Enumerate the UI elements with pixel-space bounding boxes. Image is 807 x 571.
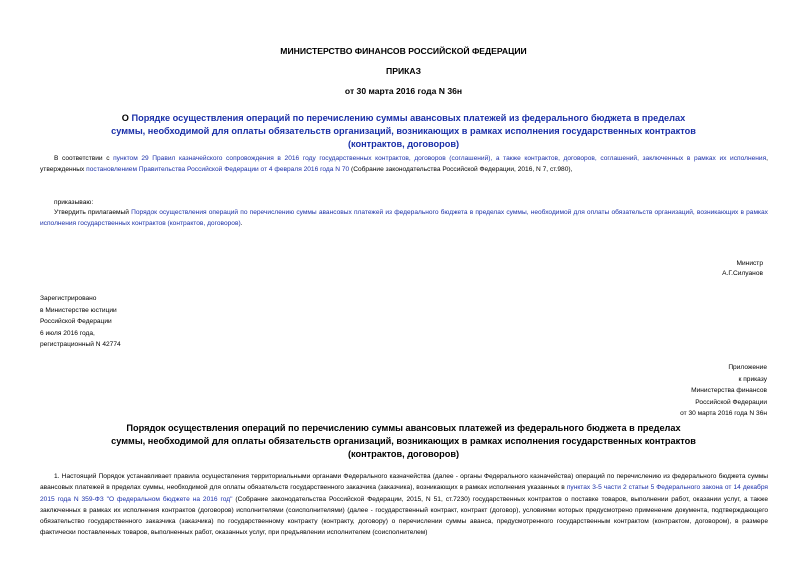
order-text-2: . (240, 220, 243, 227)
registration-line: Российской Федерации (40, 318, 112, 325)
appendix-line: к приказу (738, 375, 767, 383)
title-link[interactable]: Порядке осуществления операций по перечислению суммы авансовых платежей из федерального бюджета в пределах суммы, необходимой для оплаты обязательств организаций, возникающих в рамках исполнения государственных контрактов (контрактов, договоров) (111, 113, 696, 149)
procedure-paragraph-1 (40, 471, 768, 539)
order-procedure-link[interactable]: Порядок осуществления операций по перечислению суммы авансовых платежей из федерального бюджета в пределах суммы, необходимой для оплаты обязательств организаций, возникающих в рамках исполнения государственных контрактов (контрактов, договоров) (40, 209, 768, 227)
preamble-text-2: , утвержденных (40, 155, 768, 173)
title-prefix: О (121, 113, 132, 123)
appendix-line: Приложение (728, 364, 767, 371)
preamble-text-1: В соответствии с (54, 155, 114, 162)
order-word: приказываю: (54, 199, 94, 206)
document-date-number: от 30 марта 2016 года N 36н (344, 86, 463, 96)
registration-line: в Министерстве юстиции (40, 306, 117, 314)
procedure-title: Порядок осуществления операций по перечислению суммы авансовых платежей из федерального бюджета в пределах суммы, необходимой для оплаты обязательств организаций, возникающих в рамках исполнения государственных контрактов (контрактов, договоров) (111, 423, 696, 459)
paragraph1-text-2: (Собрание законодательства Российской Федерации, 2015, N 51, ст.7230) государственных контрактов о поставке товаров, выполнении работ, оказании услуг, а также заключенных в рамках их исполнения контрактов (договоров) исполнителями (соисполнителями) (далее - государственный контракт, контракт (договор), условиями которых предусмотрено применение документа, подтверждающего обязательство государственного заказчика (заказчика) по государственному контракту (контракту, договору) о перечислении суммы аванса, предусмотренного государственным контрактом (контрактом, договором), в размере фактически поставленных товаров, выполненных работ, оказанных услуг, при предъявлении исполнителем (соисполнителем) (40, 495, 768, 537)
registration-block (40, 293, 121, 351)
paragraph1-law-link[interactable]: пунктах 3-5 части 2 статьи 5 Федерального закона от 14 декабря 2015 года N 359-ФЗ "О федеральном бюджете на 2016 год" (40, 484, 768, 503)
appendix-line: от 30 марта 2016 года N 36н (680, 410, 767, 417)
paragraph1-text-1: 1. Настоящий Порядок устанавливает правила осуществления территориальными органами Федерального казначейства (далее - органы Федерального казначейства) операций по перечислению из федерального бюджета суммы авансовых платежей в пределах суммы, необходимой для оплаты обязательств государственного заказчика (заказчика), возникающих в рамках исполнения указанных в (40, 473, 768, 492)
preamble-rules-link[interactable]: пунктом 29 Правил казначейского сопровождения в 2016 году государственных контрактов, договоров (соглашений), а также контрактов, договоров, соглашений, заключенных в рамках их исполнения (113, 155, 767, 162)
registration-line: Зарегистрировано (40, 295, 97, 302)
appendix-line: Министерства финансов (691, 387, 767, 394)
appendix-block (680, 362, 767, 420)
document-type: ПРИКАЗ (386, 66, 421, 76)
order-text-1: Утвердить прилагаемый (54, 209, 132, 216)
appendix-line: Российской Федерации (695, 398, 767, 406)
preamble-paragraph (40, 153, 768, 175)
ministry-heading: МИНИСТЕРСТВО ФИНАНСОВ РОССИЙСКОЙ ФЕДЕРАЦИИ (280, 46, 527, 56)
order-paragraph (40, 207, 768, 229)
document-title (110, 112, 697, 151)
preamble-text-3: (Собрание законодательства Российской Федерации, 2016, N 7, ст.980), (349, 166, 573, 173)
registration-line: 6 июля 2016 года, (40, 329, 95, 337)
signature-name: А.Г.Силуанов (722, 270, 763, 277)
signature-position: Министр (736, 260, 763, 267)
registration-line: регистрационный N 42774 (40, 341, 121, 348)
preamble-resolution-link[interactable]: постановлением Правительства Российской Федерации от 4 февраля 2016 года N 70 (86, 166, 350, 173)
